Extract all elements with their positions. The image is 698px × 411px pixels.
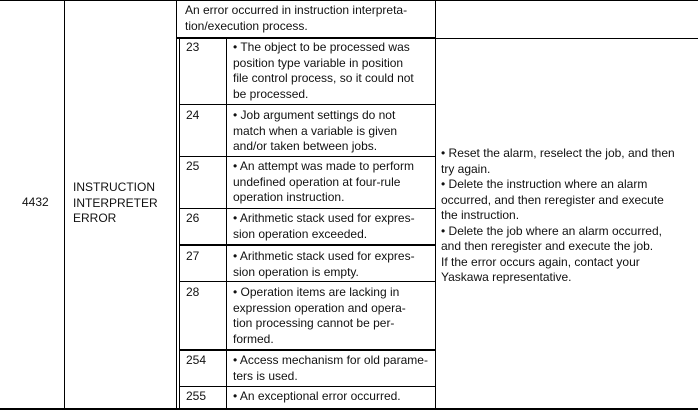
subcode-27-desc — [233, 249, 433, 280]
subcode-desc-line: • Arithmetic stack used for expres- — [233, 211, 415, 225]
row-divider-254 — [179, 386, 436, 387]
subcode-desc-line: formed. — [233, 331, 274, 346]
subcode-27: 27 — [186, 249, 200, 263]
subcode-desc-line: undefined operation at four-rule — [233, 174, 401, 189]
alarm-name-line: INTERPRETER — [73, 195, 158, 210]
remedy-line: try again. — [441, 161, 491, 176]
subcode-desc-line: expression operation and opera- — [233, 300, 406, 315]
subcode-25: 25 — [186, 159, 200, 173]
alarm-remedy — [441, 146, 691, 286]
row-divider-25 — [179, 208, 436, 209]
subcode-desc-line: operation instruction. — [233, 190, 345, 204]
subcode-25-desc — [233, 159, 433, 206]
alarm-cause-line: An error occurred in instruction interpreta- — [185, 3, 408, 17]
subcode-desc-line: • An attempt was made to perform — [233, 159, 414, 173]
bullet-icon: • — [233, 389, 238, 403]
remedy-line: • Reset the alarm, reselect the job, and then — [441, 146, 675, 160]
subcode-desc-line: ters is used. — [233, 368, 298, 383]
subcode-desc-line: • Access mechanism for old parame- — [233, 353, 428, 367]
subcode-254-desc — [233, 353, 433, 384]
col-divider-2 — [176, 0, 177, 410]
remedy-footer-line: If the error occurs again, contact your — [441, 254, 640, 269]
subcode-desc-line: • Arithmetic stack used for expres- — [233, 249, 415, 263]
subcode-desc-line: file control process, so it could not — [233, 71, 414, 85]
subcode-desc-line: be processed. — [233, 86, 309, 101]
subcode-desc-line: tion processing cannot be per- — [233, 316, 395, 330]
bullet-icon: • — [233, 353, 238, 367]
col-divider-1 — [64, 0, 65, 410]
bullet-icon: • — [441, 177, 446, 191]
subcode-desc-line: • An exceptional error occurred. — [233, 389, 401, 403]
alarm-cause — [185, 3, 407, 34]
bullet-icon: • — [233, 40, 238, 54]
row-divider-23 — [179, 104, 436, 105]
bullet-icon: • — [233, 159, 238, 173]
subcode-desc-line: • The object to be processed was — [233, 40, 410, 54]
subcode-28-desc — [233, 285, 433, 347]
subtable-left — [179, 37, 180, 408]
subcode-23: 23 — [186, 40, 200, 54]
row-divider-24 — [179, 156, 436, 157]
subcode-desc-line: sion operation is empty. — [233, 264, 359, 279]
subcode-desc-line: and/or taken between jobs. — [233, 139, 378, 153]
subtable-top — [176, 37, 436, 39]
alarm-name — [73, 180, 158, 227]
remedy-line: • Delete the instruction where an alarm — [441, 177, 648, 191]
subtable-code-divider — [226, 37, 227, 408]
row-divider-26 — [179, 244, 436, 246]
alarm-cause-line: tion/execution process. — [185, 18, 308, 33]
subcode-254: 254 — [186, 353, 207, 367]
subcode-desc-line: sion operation exceeded. — [233, 226, 368, 241]
subcode-23-desc — [233, 40, 433, 102]
row-divider-27 — [179, 281, 436, 282]
subcode-28: 28 — [186, 285, 200, 299]
subcode-desc-line: • Operation items are lacking in — [233, 285, 400, 299]
remedy-footer-line: Yaskawa representative. — [441, 270, 572, 284]
subcode-24-desc — [233, 108, 433, 155]
subcode-desc-line: • Job argument settings do not — [233, 108, 396, 122]
subcode-desc-line: position type variable in position — [233, 55, 404, 70]
bottom-border — [0, 408, 698, 410]
bullet-icon: • — [233, 108, 238, 122]
remedy-line: occurred, and then reregister and execute — [441, 192, 664, 207]
subcode-desc-line: match when a variable is given — [233, 123, 398, 138]
subcode-24: 24 — [186, 108, 200, 122]
bullet-icon: • — [233, 285, 238, 299]
subcode-255: 255 — [186, 389, 207, 403]
subcode-255-desc — [233, 389, 433, 405]
row-divider-28 — [179, 349, 436, 351]
alarm-name-line: ERROR — [73, 211, 117, 225]
subcode-26-desc — [233, 211, 433, 242]
alarm-number: 4432 — [22, 195, 49, 209]
subcode-26: 26 — [186, 211, 200, 225]
bullet-icon: • — [441, 223, 446, 238]
remedy-line: and then reregister and execute the job. — [441, 239, 654, 253]
remedy-line: the instruction. — [441, 208, 520, 222]
alarm-name-line: INSTRUCTION — [73, 180, 155, 194]
bullet-icon: • — [233, 249, 238, 263]
bullet-icon: • — [441, 146, 446, 160]
bullet-icon: • — [233, 211, 238, 225]
top-border — [0, 0, 698, 1]
remedy-line: • Delete the job where an alarm occurred, — [441, 223, 662, 238]
